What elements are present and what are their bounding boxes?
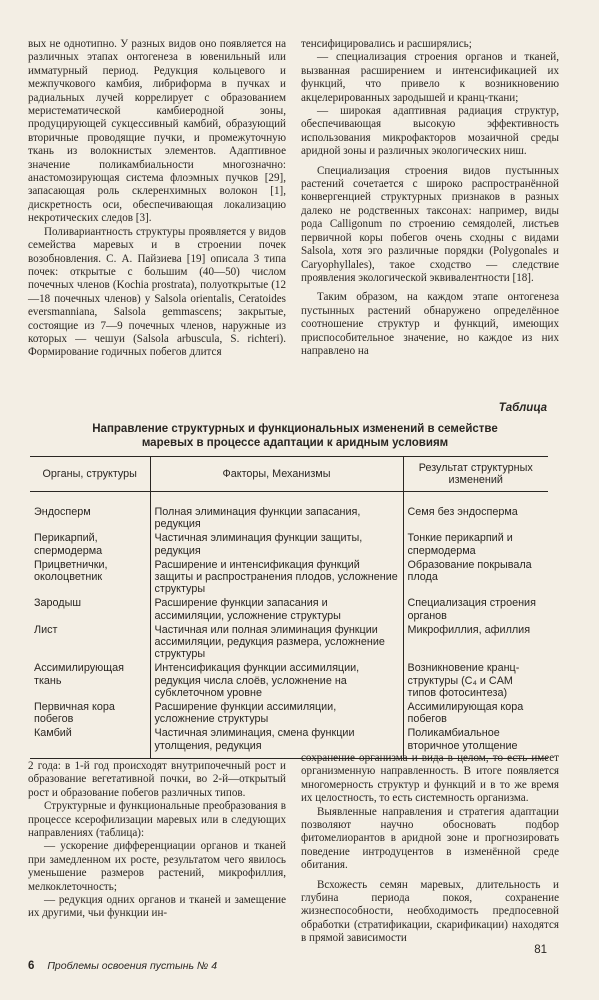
table-cell: Эндосперм: [34, 506, 91, 518]
table-title: [60, 422, 530, 450]
paragraph: Структурные и функциональные преобразования в процессе ксерофилизации маревых или в следующих направлениях (таблица):: [28, 800, 286, 840]
table-title-line: Направление структурных и функциональных изменений в семействе: [92, 423, 498, 435]
table-cell: Лист: [34, 623, 58, 636]
paragraph: — широкая адаптивная радиация структур, обеспечивающая высокую эффективность использования микрофакторов мозаичной среды аридной зоны и различных экологических ниш.: [301, 105, 559, 158]
page-number: 81: [534, 944, 547, 956]
column-header: Органы, структуры: [30, 457, 150, 492]
table-cell: Ассимилирующая кора побегов: [403, 700, 548, 726]
table-cell: Расширение функции ассимиляции, усложнение структуры: [150, 700, 403, 726]
table-cell: Прицветнички, околоцветник: [34, 558, 108, 584]
paragraph: вых не однотипно. У разных видов оно появляется на различных этапах онтогенеза в ювенильный или имматурный период. Редукция кольцевого и межпучкового камбия, либриформа в пучках и радиальных лучей коррелирует с образованием меристематической камбиеродной зоны, продуцирующей сукцессивный камбий, образующий вторичные проводящие пучки, и промежуточную ткань из волокнистых элементов. Адаптивное значение поликамбиальности многозначно: анастомозирующая система флоэмных пучков [29], запасающая роль склеренхимных волокон [1], дискретность оси, обеспечивающая локализацию некротических следов [3].: [28, 38, 286, 225]
table-row: [30, 531, 548, 557]
table-cell: Частичная элиминация функции защиты, редукция: [150, 531, 403, 557]
paragraph: — специализация строения органов и тканей, вызванная расширением и интенсификацией их функций, что привело к возникновению акцелерированных зародышей и кранц-ткани;: [301, 51, 559, 104]
paragraph: Таким образом, на каждом этапе онтогенеза пустынных растений обнаружено определённое соотношение структур и функций, имеющих приспособительное значение, но каждое из них направлено на: [301, 291, 559, 357]
table-row: [30, 492, 548, 532]
table-row: [30, 558, 548, 597]
table-cell: Первичная кора побегов: [34, 701, 115, 726]
paragraph: — ускорение дифференциации органов и тканей при замедленном их росте, результатом чего явилось уменьшение размеров растений, микрофиллия, мелкоклеточность;: [28, 840, 286, 893]
table-row: [30, 700, 548, 726]
text-column-top-left: [28, 38, 286, 360]
paragraph: — редукция одних органов и тканей и замещение их другими, чьи функции ин-: [28, 894, 286, 920]
table-cell: Ассимилирующая ткань: [34, 662, 124, 687]
adaptation-table: [30, 456, 548, 759]
column-header: Факторы, Механизмы: [150, 457, 403, 492]
table-cell: Частичная элиминация, смена функции утолщения, редукция: [150, 726, 403, 758]
paragraph: Специализация строения видов пустынных растений сочетается с широко распространённой конвергенцией структурных признаков в разных далеко не родственных таксонах: например, виды рода Calligonum по строению семядолей, листьев первичной коры побегов очень сходны с видами Salsola, хотя эго различные порядки (Polygonales и Caryophyllales), такое сходство — следствие проявления экологической эквивалентности [18].: [301, 164, 559, 284]
table-cell: Тонкие перикарпий и спермодерма: [403, 531, 548, 557]
table-label: Таблица: [498, 402, 547, 414]
table-cell: Зародыш: [34, 597, 82, 610]
text-column-bottom-right: [301, 752, 559, 946]
column-header: Результат структурных изменений: [403, 457, 548, 492]
journal-title: Проблемы освоения пустынь № 4: [47, 960, 218, 972]
table-row: [30, 661, 548, 700]
table-cell: Перикарпий, спермодерма: [34, 532, 103, 557]
table-cell: Специализация строения органов: [403, 596, 548, 622]
table-cell: Образование покрывала плода: [403, 558, 548, 597]
table-cell: Камбий: [30, 726, 150, 758]
text-column-top-right: [301, 38, 559, 358]
table-cell: Частичная или полная элиминация функции ассимиляции, редукция размера, усложнение структуры: [150, 623, 403, 662]
paragraph: тенсифицировались и расширялись;: [301, 38, 472, 50]
table-cell: Семя без эндосперма: [403, 492, 548, 532]
text-column-bottom-left: [28, 760, 286, 921]
table-title-line: маревых в процессе адаптации к аридным условиям: [141, 437, 449, 449]
table-header-row: [30, 457, 548, 492]
table-cell: Интенсификация функции ассимиляции, редукция числа слоёв, усложнение на субклеточном уровне: [150, 661, 403, 700]
paragraph: сохранение организма и вида в целом, то есть имеет организменную направленность. В итоге появляется многомерность структур и функций и в то же время их целостность, то есть системность организма.: [301, 752, 559, 805]
page-footer: [28, 960, 217, 972]
paragraph: Выявленные направления и стратегия адаптации позволяют научно обосновать подбор фитомелиорантов в аридной зоне и прогнозировать поведение интродуцентов в изменённой среде обитания.: [301, 805, 559, 872]
table-cell: Микрофиллия, афиллия: [403, 623, 548, 662]
signature-mark: 6: [28, 960, 35, 972]
table-cell: Расширение и интенсификация функций защиты и распространения плодов, усложнение структуры: [150, 558, 403, 597]
table-cell: Полная элиминация функции запасания, редукция: [150, 492, 403, 532]
table-cell: Поликамбиальное вторичное утолщение: [403, 726, 548, 758]
table-cell: Расширение функции запасания и ассимиляции, усложнение структуры: [150, 596, 403, 622]
table-cell: Возникновение кранц-структуры (C₄ и CAM типов фотосинтеза): [403, 661, 548, 700]
table-row: [30, 596, 548, 622]
paragraph: Всхожесть семян маревых, длительность и глубина периода покоя, сохранение жизнеспособности, необходимость предпосевной обработки (стратификации, скарификации) находятся в прямой зависимости: [301, 878, 559, 945]
table-row: [30, 623, 548, 662]
paragraph: Поливариантность структуры проявляется у видов семейства маревых и в строении почек возобновления. С. А. Пайзиева [19] описала 3 типа почек: открытые с большим (40—50) числом почечных членов (Kochia prostrata), полуоткрытые (12—18 почечных членов) у Salsola orientalis, Ceratoides eversmanniana, Salsola gemmascens; закрытые, состоящие из 7—9 почечных членов, наружные из которых — чешуи (Salsola arbuscula, S. richteri). Формирование годичных побегов длится: [28, 225, 286, 359]
paragraph: 2 года: в 1-й год происходят внутрипочечный рост и образование вегетативной почки, во 2-й—открытый рост и образование побегов различных типов.: [28, 760, 286, 799]
